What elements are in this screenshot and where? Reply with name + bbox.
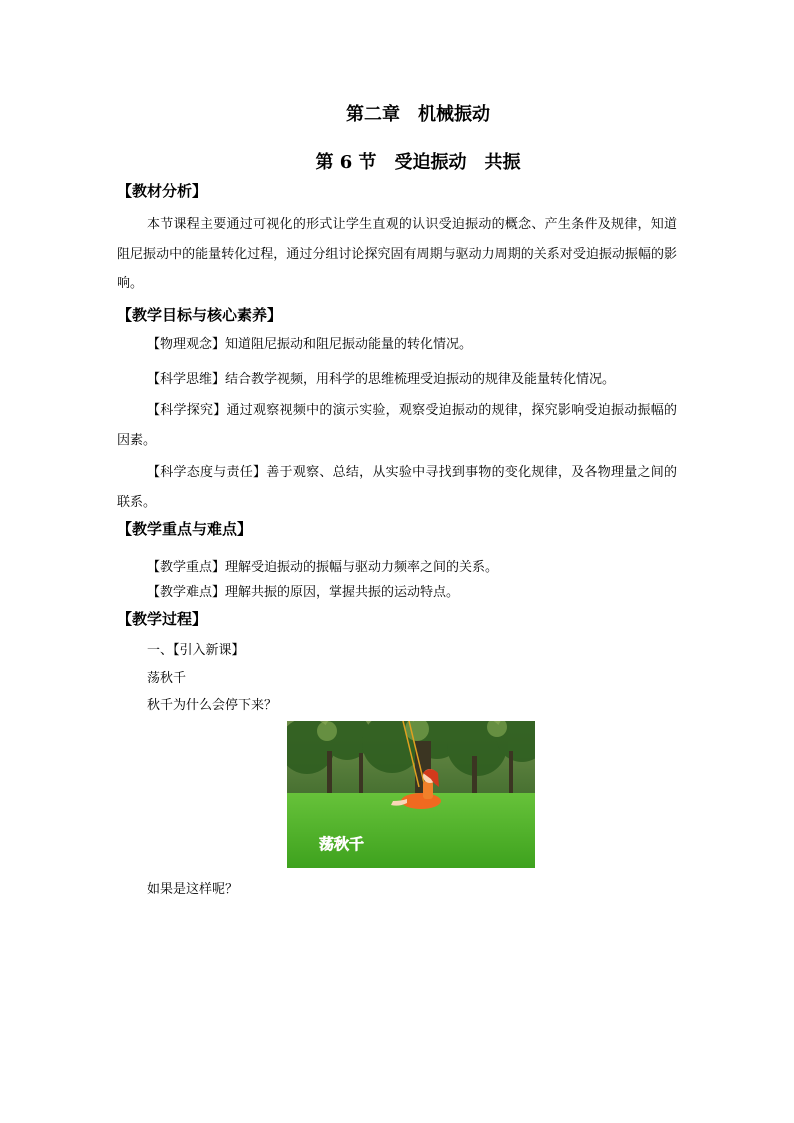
analysis-heading: 【教材分析】 (117, 182, 208, 200)
goal-physics-concept: 【物理观念】知道阻尼振动和阻尼振动能量的转化情况。 (147, 337, 473, 352)
process-heading: 【教学过程】 (117, 610, 208, 628)
goal-scientific-inquiry: 【科学探究】通过观察视频中的演示实验，观察受迫振动的规律，探究影响受迫振动振幅的因素。 (117, 403, 677, 448)
section-title: 第 6 节 受迫振动 共振 (315, 152, 521, 173)
process-question-line: 秋千为什么会停下来？ (147, 698, 278, 713)
process-intro-line: 一、【引入新课】 (147, 643, 245, 658)
key-point-focus: 【教学重点】理解受迫振动的振幅与驱动力频率之间的关系。 (147, 560, 499, 575)
key-points-heading: 【教学重点与难点】 (117, 520, 253, 538)
process-swing-line: 荡秋千 (147, 671, 187, 686)
key-point-difficulty: 【教学难点】理解共振的原因，掌握共振的运动特点。 (147, 585, 460, 600)
image-caption: 荡秋千 (319, 835, 365, 853)
chapter-title: 第二章 机械振动 (346, 104, 490, 125)
swing-illustration (287, 721, 535, 868)
process-after-image-line: 如果是这样呢？ (147, 882, 239, 897)
goal-attitude-responsibility: 【科学态度与责任】善于观察、总结，从实验中寻找到事物的变化规律，及各物理量之间的联系。 (117, 465, 677, 510)
goal-scientific-thinking: 【科学思维】结合教学视频，用科学的思维梳理受迫振动的规律及能量转化情况。 (147, 372, 616, 387)
swing-scene (287, 721, 535, 868)
analysis-paragraph: 本节课程主要通过可视化的形式让学生直观的认识受迫振动的概念、产生条件及规律，知道阻尼振动中的能量转化过程，通过分组讨论探究固有周期与驱动力周期的关系对受迫振动振幅的影响。 (117, 217, 677, 291)
goals-heading: 【教学目标与核心素养】 (117, 306, 283, 324)
